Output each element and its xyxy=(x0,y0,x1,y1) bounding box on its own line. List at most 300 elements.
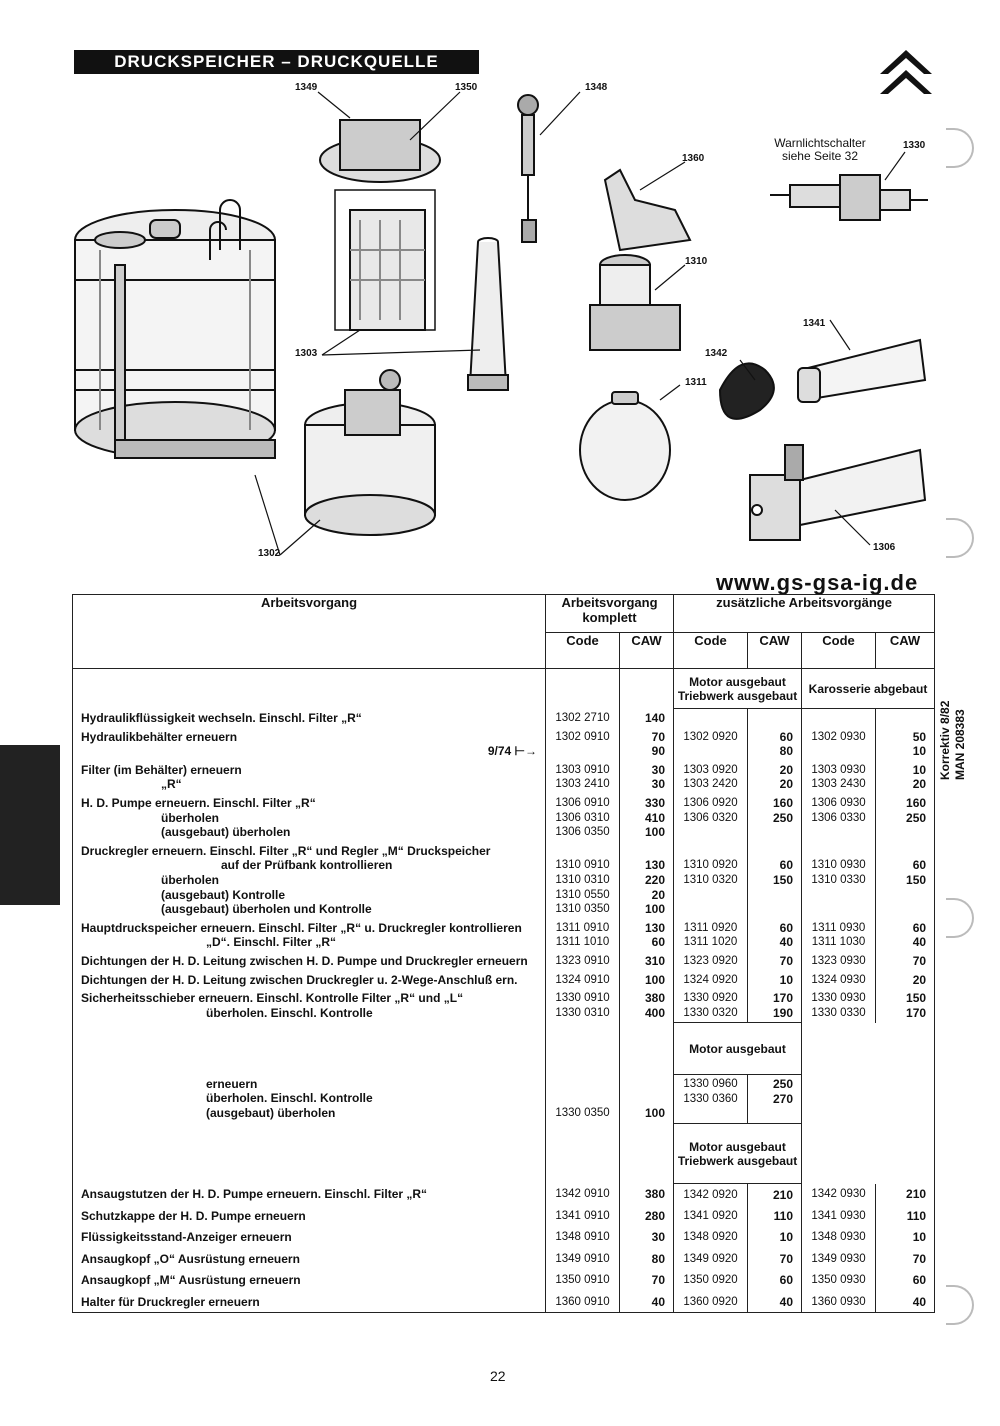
caw-cell xyxy=(620,842,674,919)
cell-line: 190 xyxy=(772,1005,794,1020)
caw-cell xyxy=(876,842,935,919)
cell-line: 10 xyxy=(779,972,794,987)
header-caw: CAW xyxy=(620,633,674,669)
caw-cell: 40 xyxy=(876,1291,935,1313)
cell-line: 1323 0930 xyxy=(811,954,866,967)
description-line: Hydraulikbehälter erneuern xyxy=(81,729,238,744)
code-cell: 1348 0910 xyxy=(546,1227,620,1249)
description-line: (ausgebaut) überholen und Kontrolle xyxy=(161,902,372,917)
callout-1349: 1349 xyxy=(295,82,318,93)
caw-cell xyxy=(748,971,802,990)
code-cell xyxy=(546,919,620,952)
cell-line: 30 xyxy=(651,777,666,792)
code-cell: 1342 0920 xyxy=(674,1184,748,1206)
caw-cell: 110 xyxy=(748,1205,802,1227)
description-line: Sicherheitsschieber erneuern. Einschl. Kontrolle Filter „R“ und „L“ xyxy=(81,991,464,1006)
cell-line: 70 xyxy=(779,953,794,968)
code-cell: 1350 0920 xyxy=(674,1270,748,1292)
cell-line: 1303 2410 xyxy=(555,778,610,791)
cell-line: 1324 0920 xyxy=(683,973,738,986)
cell-line xyxy=(628,1077,665,1092)
cell-line: 60 xyxy=(779,858,794,873)
row-description xyxy=(73,709,546,728)
cell-line: 1330 0330 xyxy=(811,1006,866,1019)
code-cell xyxy=(546,952,620,971)
cell-line: 1323 0910 xyxy=(555,954,610,967)
cell-line xyxy=(548,844,617,859)
row-description: Ansaugstutzen der H. D. Pumpe erneuern. Einschl. Filter „R“ xyxy=(73,1184,546,1206)
caw-cell xyxy=(620,971,674,990)
caw-cell: 280 xyxy=(620,1205,674,1227)
cell-line: 150 xyxy=(906,991,927,1006)
cell-line: 1306 0330 xyxy=(811,811,866,824)
warning-switch-note xyxy=(755,137,885,163)
cell-line: 1310 0920 xyxy=(683,859,738,872)
code-cell xyxy=(674,989,748,1023)
cell-line: 1324 0930 xyxy=(811,973,866,986)
reservoir-tank-drawing xyxy=(75,200,275,458)
punch-hole xyxy=(946,518,974,558)
caw-cell xyxy=(620,761,674,794)
cell-line: 1330 0360 xyxy=(683,1092,738,1105)
labor-times-table xyxy=(72,594,935,1313)
cell-line: 140 xyxy=(644,710,666,725)
row-description xyxy=(73,989,546,1023)
cell-line: 10 xyxy=(912,744,927,759)
cell-line: 1324 0910 xyxy=(555,973,610,986)
code-cell: 1360 0910 xyxy=(546,1291,620,1313)
code-cell xyxy=(546,1075,620,1124)
cell-line: 20 xyxy=(912,972,927,987)
page-title: DRUCKSPEICHER – DRUCKQUELLE xyxy=(74,50,479,74)
subheader-karosserie: Karosserie abgebaut xyxy=(802,669,935,709)
table-row xyxy=(73,1023,935,1075)
description-line: „D“. Einschl. Filter „R“ xyxy=(206,935,337,950)
cell-line: 380 xyxy=(644,991,666,1006)
note-line: Warnlichtschalter xyxy=(774,136,866,150)
callout-1302: 1302 xyxy=(258,548,281,559)
caw-cell xyxy=(620,919,674,952)
cell-line: 1302 0920 xyxy=(683,730,738,743)
header-zusaetzlich: zusätzliche Arbeitsvorgänge xyxy=(674,595,935,633)
cell-line xyxy=(804,825,873,840)
spacer-cell xyxy=(73,1023,546,1075)
code-cell xyxy=(674,1075,748,1124)
caw-cell xyxy=(876,971,935,990)
caw-cell: 70 xyxy=(620,1270,674,1292)
code-cell xyxy=(546,728,620,761)
cell-line xyxy=(676,844,745,859)
description-line: 9/74 ⊢→ xyxy=(487,744,537,759)
caw-cell xyxy=(620,728,674,761)
side-note xyxy=(938,662,968,782)
cell-line: 1310 0320 xyxy=(683,873,738,886)
cell-line: 60 xyxy=(779,729,794,744)
punch-hole xyxy=(946,898,974,938)
description-line: Hauptdruckspeicher erneuern. Einschl. Filter „R“ u. Druckregler kontrollieren xyxy=(81,920,522,935)
description-line: Dichtungen der H. D. Leitung zwischen H. D. Pumpe und Druckregler erneuern xyxy=(81,953,528,968)
callout-1342: 1342 xyxy=(705,348,728,359)
description-line: Druckregler erneuern. Einschl. Filter „R“ und Regler „M“ Druckspeicher xyxy=(81,843,491,858)
row-description xyxy=(73,728,546,761)
cell-line: 250 xyxy=(772,1077,794,1092)
caw-cell xyxy=(620,952,674,971)
caw-cell xyxy=(748,794,802,842)
code-cell: 1350 0930 xyxy=(802,1270,876,1292)
cell-line: 10 xyxy=(912,762,927,777)
cell-line: 250 xyxy=(906,810,927,825)
code-cell: 1342 0930 xyxy=(802,1184,876,1206)
code-cell xyxy=(546,709,620,728)
cell-line: 130 xyxy=(644,920,666,935)
caw-cell: 60 xyxy=(876,1270,935,1292)
table-row xyxy=(73,1184,935,1206)
cell-line: 1303 0910 xyxy=(555,763,610,776)
cell-line xyxy=(548,1091,617,1106)
caw-cell xyxy=(876,709,935,728)
code-cell xyxy=(674,919,748,952)
cell-line xyxy=(628,844,665,859)
caw-cell xyxy=(748,989,802,1023)
row-description xyxy=(73,1075,546,1124)
side-note-line: Korrektiv 8/82 xyxy=(938,700,952,780)
description-line: überholen xyxy=(161,810,220,825)
cell-line xyxy=(676,825,745,840)
code-cell: 1341 0920 xyxy=(674,1205,748,1227)
cell-line xyxy=(676,744,745,759)
cell-line: 1330 0350 xyxy=(555,1106,610,1119)
cell-line xyxy=(756,844,793,859)
website-url: www.gs-gsa-ig.de xyxy=(716,570,919,595)
code-cell: 1349 0930 xyxy=(802,1248,876,1270)
description-line: (ausgebaut) überholen xyxy=(206,1105,336,1120)
row-description xyxy=(73,761,546,794)
cell-line: 130 xyxy=(644,858,666,873)
description-line: Dichtungen der H. D. Leitung zwischen Druckregler u. 2-Wege-Anschluß ern. xyxy=(81,972,518,987)
caw-cell xyxy=(748,919,802,952)
caw-cell xyxy=(876,761,935,794)
table-row xyxy=(73,1205,935,1227)
caw-cell xyxy=(876,794,935,842)
cell-line: 1310 0550 xyxy=(555,888,610,901)
caw-cell: 210 xyxy=(748,1184,802,1206)
callout-1350: 1350 xyxy=(455,82,478,93)
cell-line: 60 xyxy=(912,920,927,935)
table-row xyxy=(73,1124,935,1184)
code-cell: 1349 0910 xyxy=(546,1248,620,1270)
header-arbeitsvorgang: Arbeitsvorgang xyxy=(73,595,546,669)
caw-cell xyxy=(748,709,802,728)
spacer-cell xyxy=(546,1023,620,1075)
cell-line: 70 xyxy=(651,729,666,744)
cell-line: 100 xyxy=(644,972,666,987)
cell-line: 90 xyxy=(651,744,666,759)
description-line: überholen. Einschl. Kontrolle xyxy=(206,1005,373,1020)
table-row xyxy=(73,728,935,761)
cell-line xyxy=(756,711,793,726)
row-description xyxy=(73,919,546,952)
note-line: siehe Seite 32 xyxy=(781,149,859,163)
cell-line: 1330 0920 xyxy=(683,992,738,1005)
code-cell xyxy=(546,989,620,1023)
description-line: Hydraulikflüssigkeit wechseln. Einschl. Filter „R“ xyxy=(81,710,362,725)
spacer-cell xyxy=(802,1124,935,1184)
cell-line xyxy=(756,1106,793,1121)
cell-line xyxy=(676,888,745,903)
cell-line xyxy=(676,1106,745,1121)
row-description: Schutzkappe der H. D. Pumpe erneuern xyxy=(73,1205,546,1227)
cell-line xyxy=(884,711,926,726)
cell-line: 1310 0330 xyxy=(811,873,866,886)
table-row xyxy=(73,1227,935,1249)
cell-line: 20 xyxy=(912,777,927,792)
cell-line: 1311 1010 xyxy=(555,936,610,949)
caw-cell: 80 xyxy=(620,1248,674,1270)
table-body xyxy=(73,709,935,1313)
table-row xyxy=(73,761,935,794)
callout-1360: 1360 xyxy=(682,153,705,164)
cell-line: 1306 0350 xyxy=(555,826,610,839)
callout-1303: 1303 xyxy=(295,348,318,359)
caw-cell xyxy=(620,709,674,728)
description-line: auf der Prüfbank kontrollieren xyxy=(221,858,393,873)
code-cell xyxy=(802,842,876,919)
header-code: Code xyxy=(546,633,620,669)
cell-line: 170 xyxy=(906,1005,927,1020)
cell-line: 40 xyxy=(779,935,794,950)
description-line: (ausgebaut) überholen xyxy=(161,825,291,840)
spacer-cell xyxy=(546,1124,620,1184)
cell-line: 310 xyxy=(644,953,666,968)
cell-line: 1303 0930 xyxy=(811,763,866,776)
cell-line: 1303 2420 xyxy=(683,778,738,791)
cell-line: 20 xyxy=(779,777,794,792)
callout-1310: 1310 xyxy=(685,256,708,267)
cell-line: 1310 0910 xyxy=(555,859,610,872)
code-cell xyxy=(802,971,876,990)
spacer-cell xyxy=(802,1075,935,1124)
cell-line: 160 xyxy=(906,795,927,810)
cell-line: 160 xyxy=(772,795,794,810)
cell-line: 70 xyxy=(912,953,927,968)
cell-line: 1330 0960 xyxy=(683,1078,738,1091)
cell-line: 1330 0310 xyxy=(555,1006,610,1019)
cell-line: 400 xyxy=(644,1005,666,1020)
callout-1348: 1348 xyxy=(585,82,608,93)
row-description xyxy=(73,842,546,919)
code-cell xyxy=(674,842,748,919)
row-description xyxy=(73,952,546,971)
table-row xyxy=(73,1270,935,1292)
description-line: überholen. Einschl. Kontrolle xyxy=(206,1091,373,1106)
table-row xyxy=(73,794,935,842)
cell-line: 1311 0910 xyxy=(555,921,610,934)
cell-line: 170 xyxy=(772,991,794,1006)
code-cell: 1349 0920 xyxy=(674,1248,748,1270)
cell-line xyxy=(804,744,873,759)
cell-line xyxy=(756,825,793,840)
code-cell xyxy=(802,952,876,971)
spacer-cell xyxy=(620,1023,674,1075)
cell-line: 1306 0320 xyxy=(683,811,738,824)
code-cell xyxy=(674,709,748,728)
caw-cell xyxy=(748,952,802,971)
callout-1306: 1306 xyxy=(873,542,896,553)
cell-line xyxy=(756,888,793,903)
caw-cell: 60 xyxy=(748,1270,802,1292)
cell-line: 80 xyxy=(779,744,794,759)
cell-line: 1330 0930 xyxy=(811,992,866,1005)
description-line: „R“ xyxy=(161,777,182,792)
cell-line: 410 xyxy=(644,810,666,825)
caw-cell xyxy=(748,728,802,761)
cell-line xyxy=(756,902,793,917)
caw-cell: 40 xyxy=(620,1291,674,1313)
cell-line: 330 xyxy=(644,795,666,810)
description-line: Filter (im Behälter) erneuern xyxy=(81,762,242,777)
cell-line: 1310 0930 xyxy=(811,859,866,872)
cell-line: 1323 0920 xyxy=(683,954,738,967)
cell-line: 100 xyxy=(644,1105,666,1120)
code-cell: 1341 0910 xyxy=(546,1205,620,1227)
cell-line: 100 xyxy=(644,902,666,917)
code-cell xyxy=(674,728,748,761)
caw-cell: 380 xyxy=(620,1184,674,1206)
code-cell: 1348 0930 xyxy=(802,1227,876,1249)
spacer-cell xyxy=(802,1023,935,1075)
caw-cell: 10 xyxy=(748,1227,802,1249)
code-cell xyxy=(802,728,876,761)
caw-cell xyxy=(748,1075,802,1124)
cell-line: 1330 0910 xyxy=(555,992,610,1005)
cell-line xyxy=(804,888,873,903)
caw-cell xyxy=(620,794,674,842)
punch-hole xyxy=(946,128,974,168)
code-cell: 1341 0930 xyxy=(802,1205,876,1227)
code-cell xyxy=(674,971,748,990)
cell-line: 1311 0920 xyxy=(683,921,738,934)
spacer-cell xyxy=(620,1124,674,1184)
cell-line: 250 xyxy=(772,810,794,825)
code-cell xyxy=(802,794,876,842)
caw-cell xyxy=(620,1075,674,1124)
punch-hole xyxy=(946,1285,974,1325)
cell-line: 1306 0910 xyxy=(555,796,610,809)
description-line: überholen xyxy=(161,872,220,887)
row-description xyxy=(73,971,546,990)
cell-line: 150 xyxy=(772,872,794,887)
caw-cell xyxy=(876,728,935,761)
code-cell xyxy=(674,952,748,971)
caw-cell xyxy=(876,919,935,952)
code-cell: 1350 0910 xyxy=(546,1270,620,1292)
cell-line: 220 xyxy=(644,872,666,887)
section-tab-marker xyxy=(0,745,60,905)
cell-line xyxy=(804,711,873,726)
table-row xyxy=(73,971,935,990)
table-row xyxy=(73,842,935,919)
subheader-motor-triebwerk: Motor ausgebaut Triebwerk ausgebaut xyxy=(674,1124,802,1184)
caw-cell: 10 xyxy=(876,1227,935,1249)
code-cell xyxy=(802,919,876,952)
cell-line: 100 xyxy=(644,825,666,840)
row-description: Flüssigkeitsstand-Anzeiger erneuern xyxy=(73,1227,546,1249)
cell-line xyxy=(804,902,873,917)
table-row xyxy=(73,1075,935,1124)
caw-cell: 210 xyxy=(876,1184,935,1206)
callout-1341: 1341 xyxy=(803,318,826,329)
header-caw: CAW xyxy=(748,633,802,669)
cell-line: 1302 0910 xyxy=(555,730,610,743)
caw-cell xyxy=(748,761,802,794)
code-cell xyxy=(674,761,748,794)
caw-cell: 70 xyxy=(748,1248,802,1270)
header-code: Code xyxy=(674,633,748,669)
header-komplett: Arbeitsvorgang komplett xyxy=(546,595,674,633)
cell-line: 1303 0920 xyxy=(683,763,738,776)
cell-line: 1311 1030 xyxy=(811,936,866,949)
cell-line: 1311 1020 xyxy=(683,936,738,949)
cell-line xyxy=(676,711,745,726)
code-cell xyxy=(802,989,876,1023)
caw-cell xyxy=(620,989,674,1023)
code-cell xyxy=(802,709,876,728)
caw-cell: 40 xyxy=(748,1291,802,1313)
cell-line: 30 xyxy=(651,762,666,777)
table-row xyxy=(73,919,935,952)
code-cell: 1342 0910 xyxy=(546,1184,620,1206)
description-line: (ausgebaut) Kontrolle xyxy=(161,887,286,902)
caw-cell: 110 xyxy=(876,1205,935,1227)
cell-line: 270 xyxy=(772,1091,794,1106)
cell-line: 40 xyxy=(912,935,927,950)
cell-line: 1306 0930 xyxy=(811,796,866,809)
description-line: H. D. Pumpe erneuern. Einschl. Filter „R“ xyxy=(81,795,316,810)
row-description: Ansaugkopf „M“ Ausrüstung erneuern xyxy=(73,1270,546,1292)
cell-line xyxy=(884,902,926,917)
page-number: 22 xyxy=(490,1368,506,1384)
caw-cell: 70 xyxy=(876,1248,935,1270)
cell-line: 1310 0310 xyxy=(555,873,610,886)
table-row xyxy=(73,1291,935,1313)
code-cell: 1360 0930 xyxy=(802,1291,876,1313)
cell-line xyxy=(676,902,745,917)
code-cell xyxy=(546,794,620,842)
description-line: erneuern xyxy=(206,1076,258,1091)
code-cell xyxy=(546,761,620,794)
cell-line xyxy=(884,825,926,840)
code-cell xyxy=(802,761,876,794)
subheader-motor-triebwerk: Motor ausgebaut Triebwerk ausgebaut xyxy=(674,669,802,709)
callout-1330: 1330 xyxy=(903,140,926,151)
cell-line xyxy=(628,1091,665,1106)
table-row xyxy=(73,952,935,971)
cell-line: 1302 0930 xyxy=(811,730,866,743)
cell-line: 1306 0920 xyxy=(683,796,738,809)
cell-line: 1310 0350 xyxy=(555,903,610,916)
cell-line xyxy=(548,1077,617,1092)
cell-line: 1311 0930 xyxy=(811,921,866,934)
callout-1311: 1311 xyxy=(685,377,707,388)
caw-cell xyxy=(876,952,935,971)
header-caw: CAW xyxy=(876,633,935,669)
cell-line: 50 xyxy=(912,729,927,744)
cell-line xyxy=(804,844,873,859)
caw-cell xyxy=(876,989,935,1023)
cell-line xyxy=(884,844,926,859)
code-cell xyxy=(674,794,748,842)
caw-cell: 30 xyxy=(620,1227,674,1249)
